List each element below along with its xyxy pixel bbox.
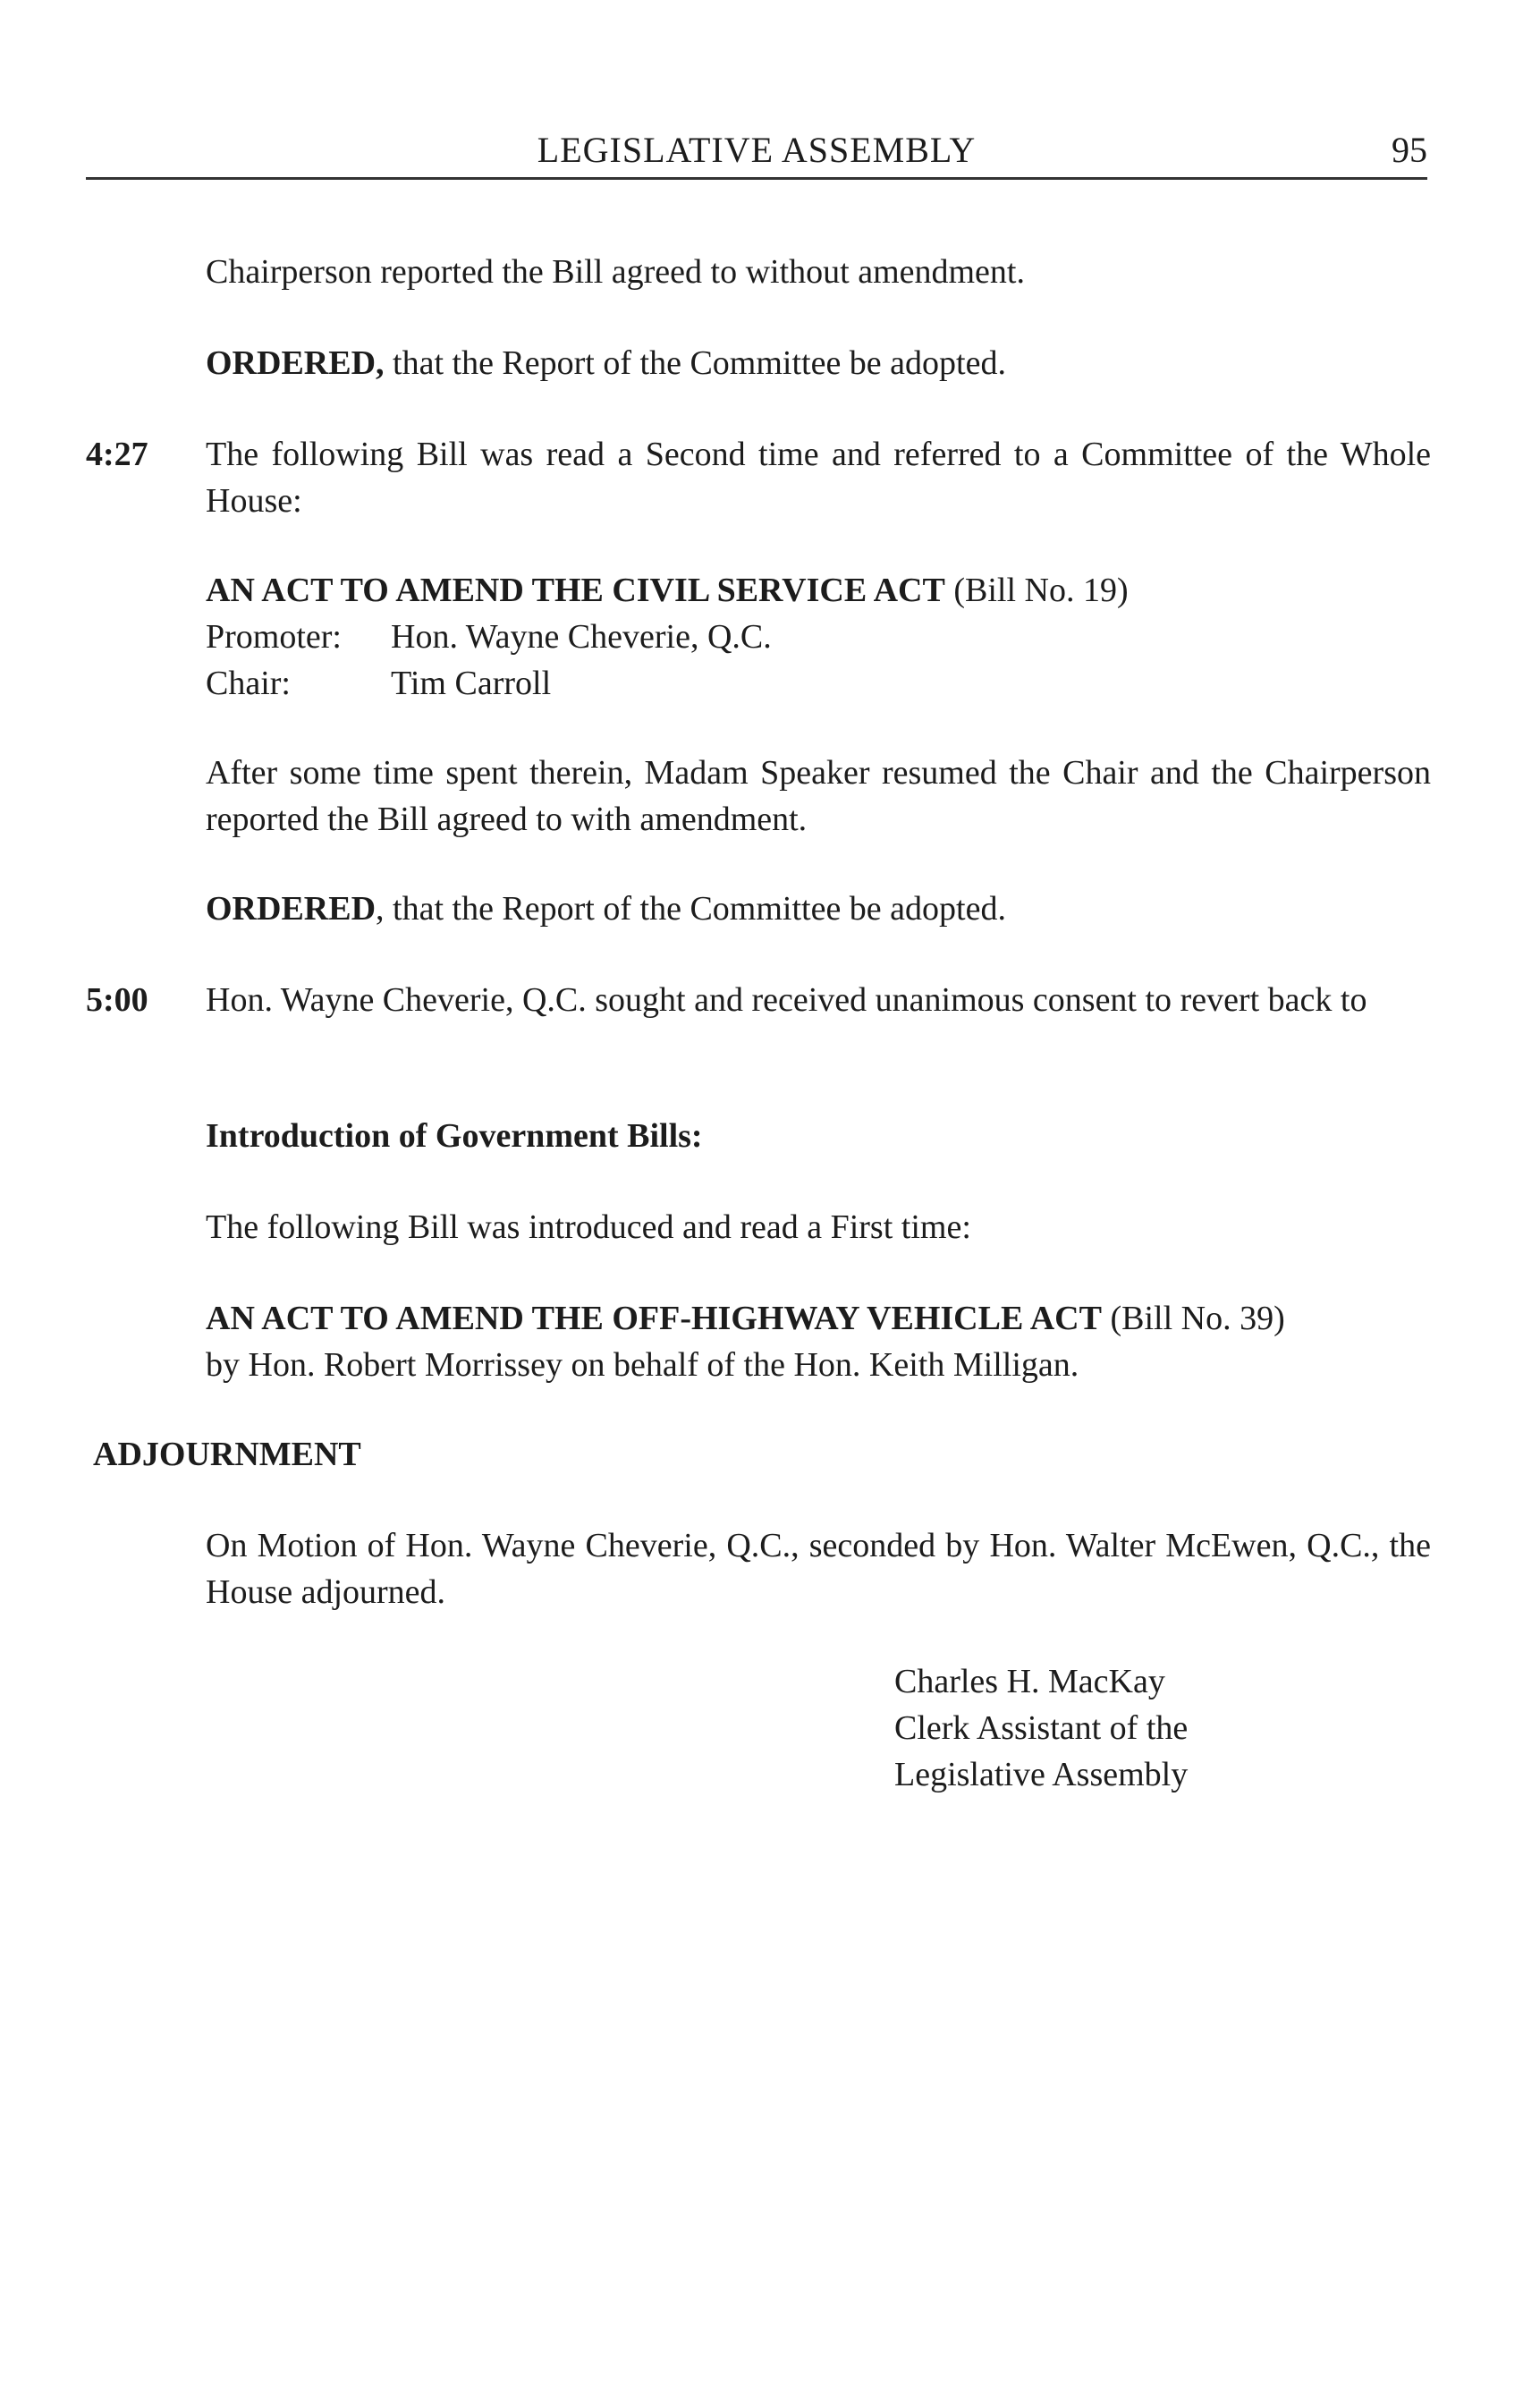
- chair-row: [206, 660, 1431, 707]
- bill-39-block: [206, 1295, 1431, 1388]
- bill-19-block: [206, 567, 1431, 707]
- header-title: LEGISLATIVE ASSEMBLY: [537, 130, 977, 170]
- signature-title: Clerk Assistant of the: [894, 1709, 1189, 1747]
- page-number: 95: [1392, 130, 1427, 170]
- time-stamp-427: 4:27: [86, 436, 148, 473]
- section-heading-introduction: Introduction of Government Bills:: [206, 1117, 703, 1155]
- bill-39-title: AN ACT TO AMEND THE OFF-HIGHWAY VEHICLE ACT: [206, 1300, 1102, 1337]
- ordered-label: ORDERED: [206, 890, 377, 928]
- time-stamp-500: 5:00: [86, 981, 148, 1019]
- ordered-label: ORDERED,: [206, 344, 385, 382]
- section-heading-adjournment: ADJOURNMENT: [93, 1436, 361, 1473]
- paragraph-adjournment: On Motion of Hon. Wayne Cheverie, Q.C., seconded by Hon. Walter McEwen, Q.C., the House adjourned.: [206, 1527, 1431, 1611]
- paragraph-ordered-1: [206, 340, 1431, 386]
- paragraph-chair-reported: Chairperson reported the Bill agreed to without amendment.: [206, 253, 1025, 291]
- signature-block: [894, 1658, 1395, 1798]
- promoter-row: [206, 614, 1431, 660]
- promoter-value: Hon. Wayne Cheverie, Q.C.: [391, 618, 772, 656]
- bill-19-title-line: [206, 567, 1431, 614]
- bill-39-title-line: [206, 1295, 1431, 1342]
- bill-39-number: (Bill No. 39): [1101, 1300, 1285, 1337]
- paragraph-ordered-2: [206, 886, 1431, 932]
- ordered-text: that the Report of the Committee be adopted.: [384, 344, 1006, 382]
- chair-value: Tim Carroll: [391, 665, 552, 702]
- bill-19-number: (Bill No. 19): [944, 572, 1129, 609]
- signature-organization: Legislative Assembly: [894, 1756, 1189, 1793]
- chair-label: Chair:: [206, 665, 291, 702]
- page-header: [86, 127, 1427, 180]
- paragraph-first-reading: The following Bill was introduced and read a First time:: [206, 1208, 971, 1246]
- paragraph-revert: Hon. Wayne Cheverie, Q.C. sought and received unanimous consent to revert back to: [206, 981, 1367, 1019]
- bill-39-sponsor: by Hon. Robert Morrissey on behalf of the Hon. Keith Milligan.: [206, 1346, 1079, 1384]
- bill-19-title: AN ACT TO AMEND THE CIVIL SERVICE ACT: [206, 572, 945, 609]
- promoter-label: Promoter:: [206, 618, 342, 656]
- paragraph-after-time: After some time spent therein, Madam Speaker resumed the Chair and the Chairperson reported the Bill agreed to with amendment.: [206, 754, 1431, 838]
- paragraph-second-reading: The following Bill was read a Second time and referred to a Committee of the Whole House:: [206, 436, 1431, 520]
- signature-name: Charles H. MacKay: [894, 1663, 1165, 1700]
- ordered-text: , that the Report of the Committee be adopted.: [376, 890, 1006, 928]
